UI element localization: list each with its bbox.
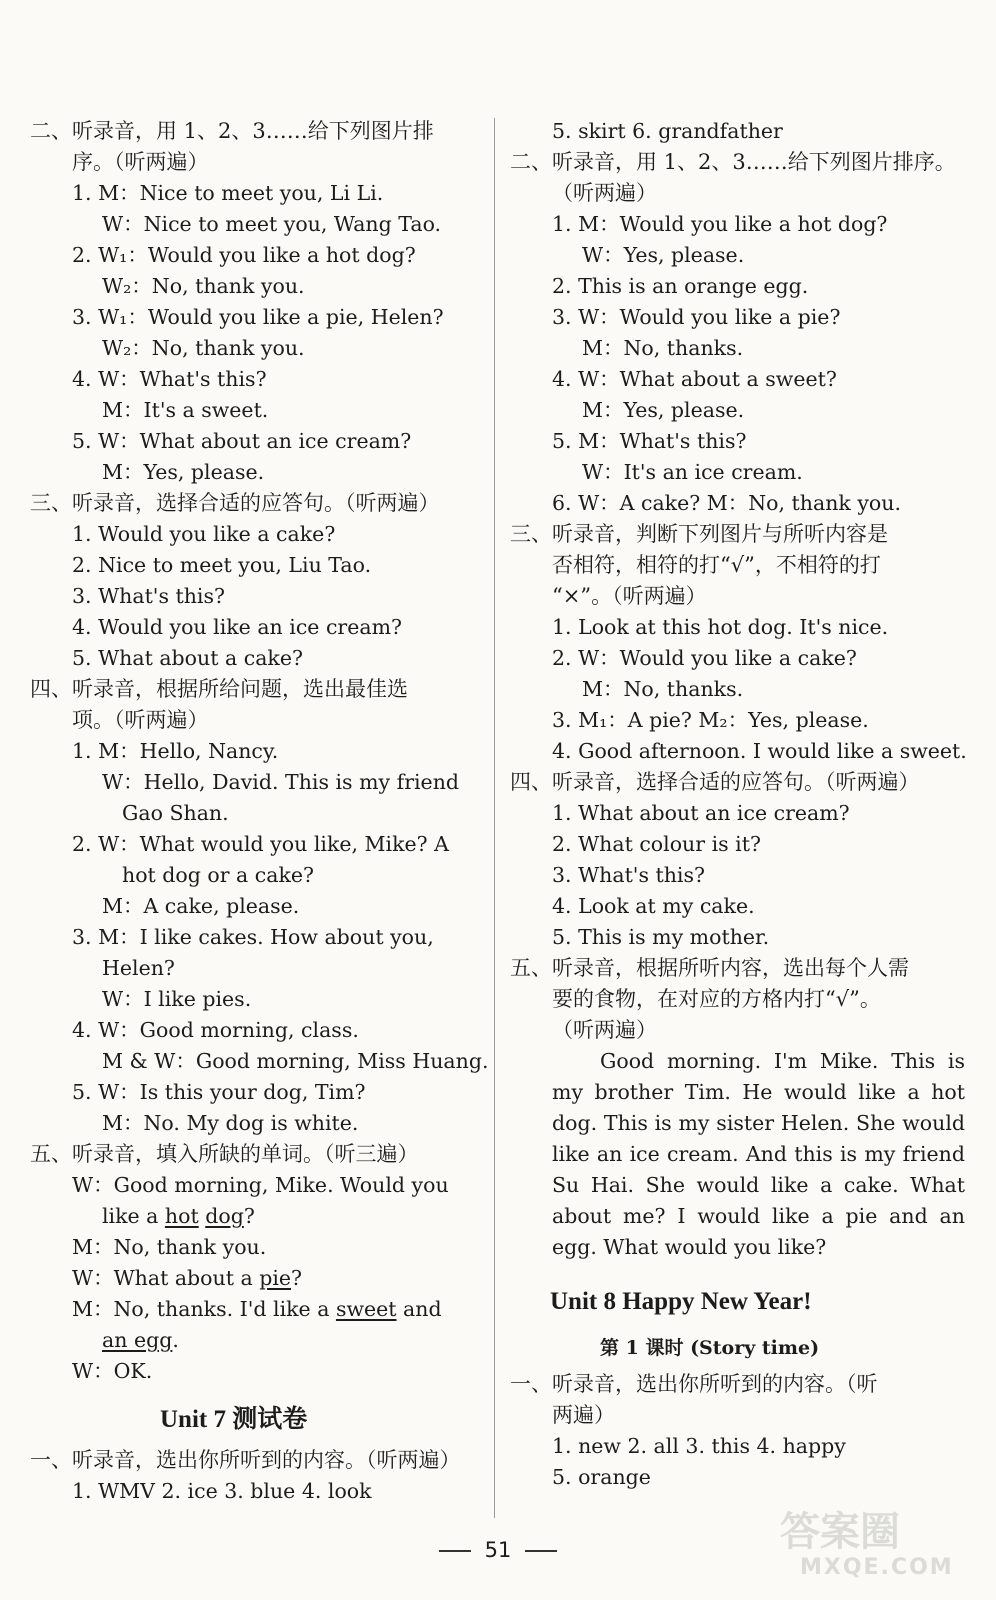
dialog-line: 4. W：Good morning, class. — [72, 1018, 359, 1042]
dialog-line: M：Yes, please. — [582, 398, 745, 422]
dialog-line: 1. M：Would you like a hot dog? — [552, 212, 888, 236]
section-heading: 一、听录音，选出你所听到的内容。（听 — [510, 1372, 878, 1396]
dialog-line: M：No, thanks. — [582, 336, 744, 360]
filled-blank: hot — [164, 1204, 199, 1228]
section-heading: 二、听录音，用 1、2、3……给下列图片排序。 — [510, 150, 956, 174]
dialog-line: M：A cake, please. — [102, 894, 300, 918]
watermark-logo: 答案圈 — [780, 1509, 900, 1555]
dialog-line: Helen? — [102, 956, 175, 980]
section-heading: 三、听录音，判断下列图片与所听内容是 — [510, 522, 888, 546]
list-item: 4. Good afternoon. I would like a sweet. — [552, 739, 967, 763]
filled-blank: an egg — [102, 1328, 173, 1352]
dialog-line: 3. W：Would you like a pie? — [552, 305, 841, 329]
section-heading-cont: “×”。（听两遍） — [552, 584, 707, 608]
list-item: 4. Look at my cake. — [552, 894, 755, 918]
dialog-line: 3. W₁：Would you like a pie, Helen? — [72, 305, 444, 329]
dialog-line: 1. M：Hello, Nancy. — [72, 739, 279, 763]
filled-blank: pie — [259, 1266, 292, 1290]
list-item: 1. Look at this hot dog. It's nice. — [552, 615, 889, 639]
list-item: M：No, thanks. — [582, 677, 744, 701]
dialog-line: 3. M：I like cakes. How about you, — [72, 925, 434, 949]
section-heading-cont: 序。（听两遍） — [72, 150, 209, 174]
list-item: 3. M₁：A pie? M₂：Yes, please. — [552, 708, 869, 732]
dialog-line: W：Good morning, Mike. Would you — [72, 1173, 449, 1197]
dialog-line — [30, 1325, 485, 1356]
list-item: 5. skirt 6. grandfather — [552, 119, 783, 143]
dialog-line: 1. M：Nice to meet you, Li Li. — [72, 181, 384, 205]
unit-title: Unit 8 Happy New Year! — [550, 1288, 812, 1315]
dash-left — [439, 1550, 471, 1552]
list-item: 5. This is my mother. — [552, 925, 770, 949]
filled-blank: sweet — [335, 1297, 397, 1321]
watermark-url: MXQE.COM — [800, 1555, 954, 1580]
dialog-line: 2. This is an orange egg. — [552, 274, 809, 298]
section-heading-cont: 两遍） — [552, 1403, 615, 1427]
dialog-line: W：Hello, David. This is my friend — [102, 770, 460, 794]
dialog-line: 5. W：Is this your dog, Tim? — [72, 1080, 366, 1104]
list-item: 1. Would you like a cake? — [72, 522, 336, 546]
dialog-line: W₂：No, thank you. — [102, 336, 305, 360]
text: . — [172, 1328, 179, 1352]
section-heading: 五、听录音，填入所缺的单词。（听三遍） — [30, 1142, 419, 1166]
list-item: 5. What about a cake? — [72, 646, 303, 670]
dialog-line: M & W：Good morning, Miss Huang. — [102, 1049, 489, 1073]
list-item: 4. Would you like an ice cream? — [72, 615, 403, 639]
dialog-line: M：No. My dog is white. — [102, 1111, 359, 1135]
list-item: 1. What about an ice cream? — [552, 801, 850, 825]
list-item: 3. What's this? — [552, 863, 705, 887]
section-heading: 五、听录音，根据所听内容，选出每个人需 — [510, 956, 909, 980]
dialog-line: hot dog or a cake? — [122, 863, 315, 887]
section-heading-cont: 项。（听两遍） — [72, 708, 209, 732]
page-number-text: 51 — [484, 1538, 512, 1562]
dialog-line: 6. W：A cake? M：No, thank you. — [552, 491, 901, 515]
text: like a — [102, 1204, 165, 1228]
list-item: 3. What's this? — [72, 584, 225, 608]
list-item: 1. new 2. all 3. this 4. happy — [552, 1434, 846, 1458]
section-heading: 二、听录音，用 1、2、3……给下列图片排 — [30, 119, 434, 143]
section-heading: 四、听录音，根据所给问题，选出最佳选 — [30, 677, 408, 701]
filled-blank: dog — [205, 1204, 244, 1228]
dialog-line: 5. M：What's this? — [552, 429, 747, 453]
left-column — [30, 116, 489, 1507]
section-heading-cont: （听两遍） — [552, 181, 657, 205]
dialog-line: W：Yes, please. — [582, 243, 745, 267]
dialog-line: W：OK. — [72, 1359, 153, 1383]
dash-right — [525, 1550, 557, 1552]
dialog-line: W₂：No, thank you. — [102, 274, 305, 298]
text: ? — [243, 1204, 255, 1228]
passage-text: Good morning. I'm Mike. This is my brother Tim. He would like a hot dog. This is my sister Helen. She would like an ice cream. And this is my friend Su Hai. She would like a cake. What about me? I would like a pie and an egg. What would you like? — [552, 1049, 965, 1259]
dialog-line: 4. W：What about a sweet? — [552, 367, 837, 391]
lesson-title: 第 1 课时 (Story time) — [600, 1337, 820, 1359]
list-item: 2. Nice to meet you, Liu Tao. — [72, 553, 372, 577]
dialog-line: W：I like pies. — [102, 987, 252, 1011]
section-heading-cont: （听两遍） — [552, 1018, 657, 1042]
text: and — [396, 1297, 442, 1321]
listening-passage — [510, 1046, 965, 1263]
dialog-line: 2. W₁：Would you like a hot dog? — [72, 243, 416, 267]
dialog-line — [30, 1294, 485, 1325]
dialog-line: Gao Shan. — [122, 801, 229, 825]
dialog-line: 2. W：What would you like, Mike? A — [72, 832, 449, 856]
section-heading: 一、听录音，选出你所听到的内容。（听两遍） — [30, 1448, 461, 1472]
dialog-line: M：No, thank you. — [72, 1235, 267, 1259]
list-item: 1. WMV 2. ice 3. blue 4. look — [72, 1479, 372, 1503]
text: ? — [291, 1266, 303, 1290]
list-item: 2. What colour is it? — [552, 832, 761, 856]
section-heading-cont: 要的食物，在对应的方格内打“√”。 — [552, 987, 881, 1011]
dialog-line — [30, 1263, 485, 1294]
section-heading: 三、听录音，选择合适的应答句。（听两遍） — [30, 491, 440, 515]
dialog-line — [30, 1201, 485, 1232]
dialog-line: W：Nice to meet you, Wang Tao. — [102, 212, 442, 236]
list-item: 2. W：Would you like a cake? — [552, 646, 857, 670]
list-item: 5. orange — [552, 1465, 651, 1489]
text: M：No, thanks. I'd like a — [72, 1297, 336, 1321]
column-divider — [494, 118, 495, 1518]
dialog-line: W：It's an ice cream. — [582, 460, 803, 484]
text: W：What about a — [72, 1266, 260, 1290]
dialog-line: M：It's a sweet. — [102, 398, 269, 422]
dialog-line: 4. W：What's this? — [72, 367, 267, 391]
right-column — [510, 116, 965, 1493]
section-heading: 四、听录音，选择合适的应答句。（听两遍） — [510, 770, 920, 794]
section-heading-cont: 否相符，相符的打“√”，不相符的打 — [552, 553, 881, 577]
dialog-line: M：Yes, please. — [102, 460, 265, 484]
dialog-line: 5. W：What about an ice cream? — [72, 429, 412, 453]
unit-title: Unit 7 测试卷 — [160, 1406, 308, 1433]
